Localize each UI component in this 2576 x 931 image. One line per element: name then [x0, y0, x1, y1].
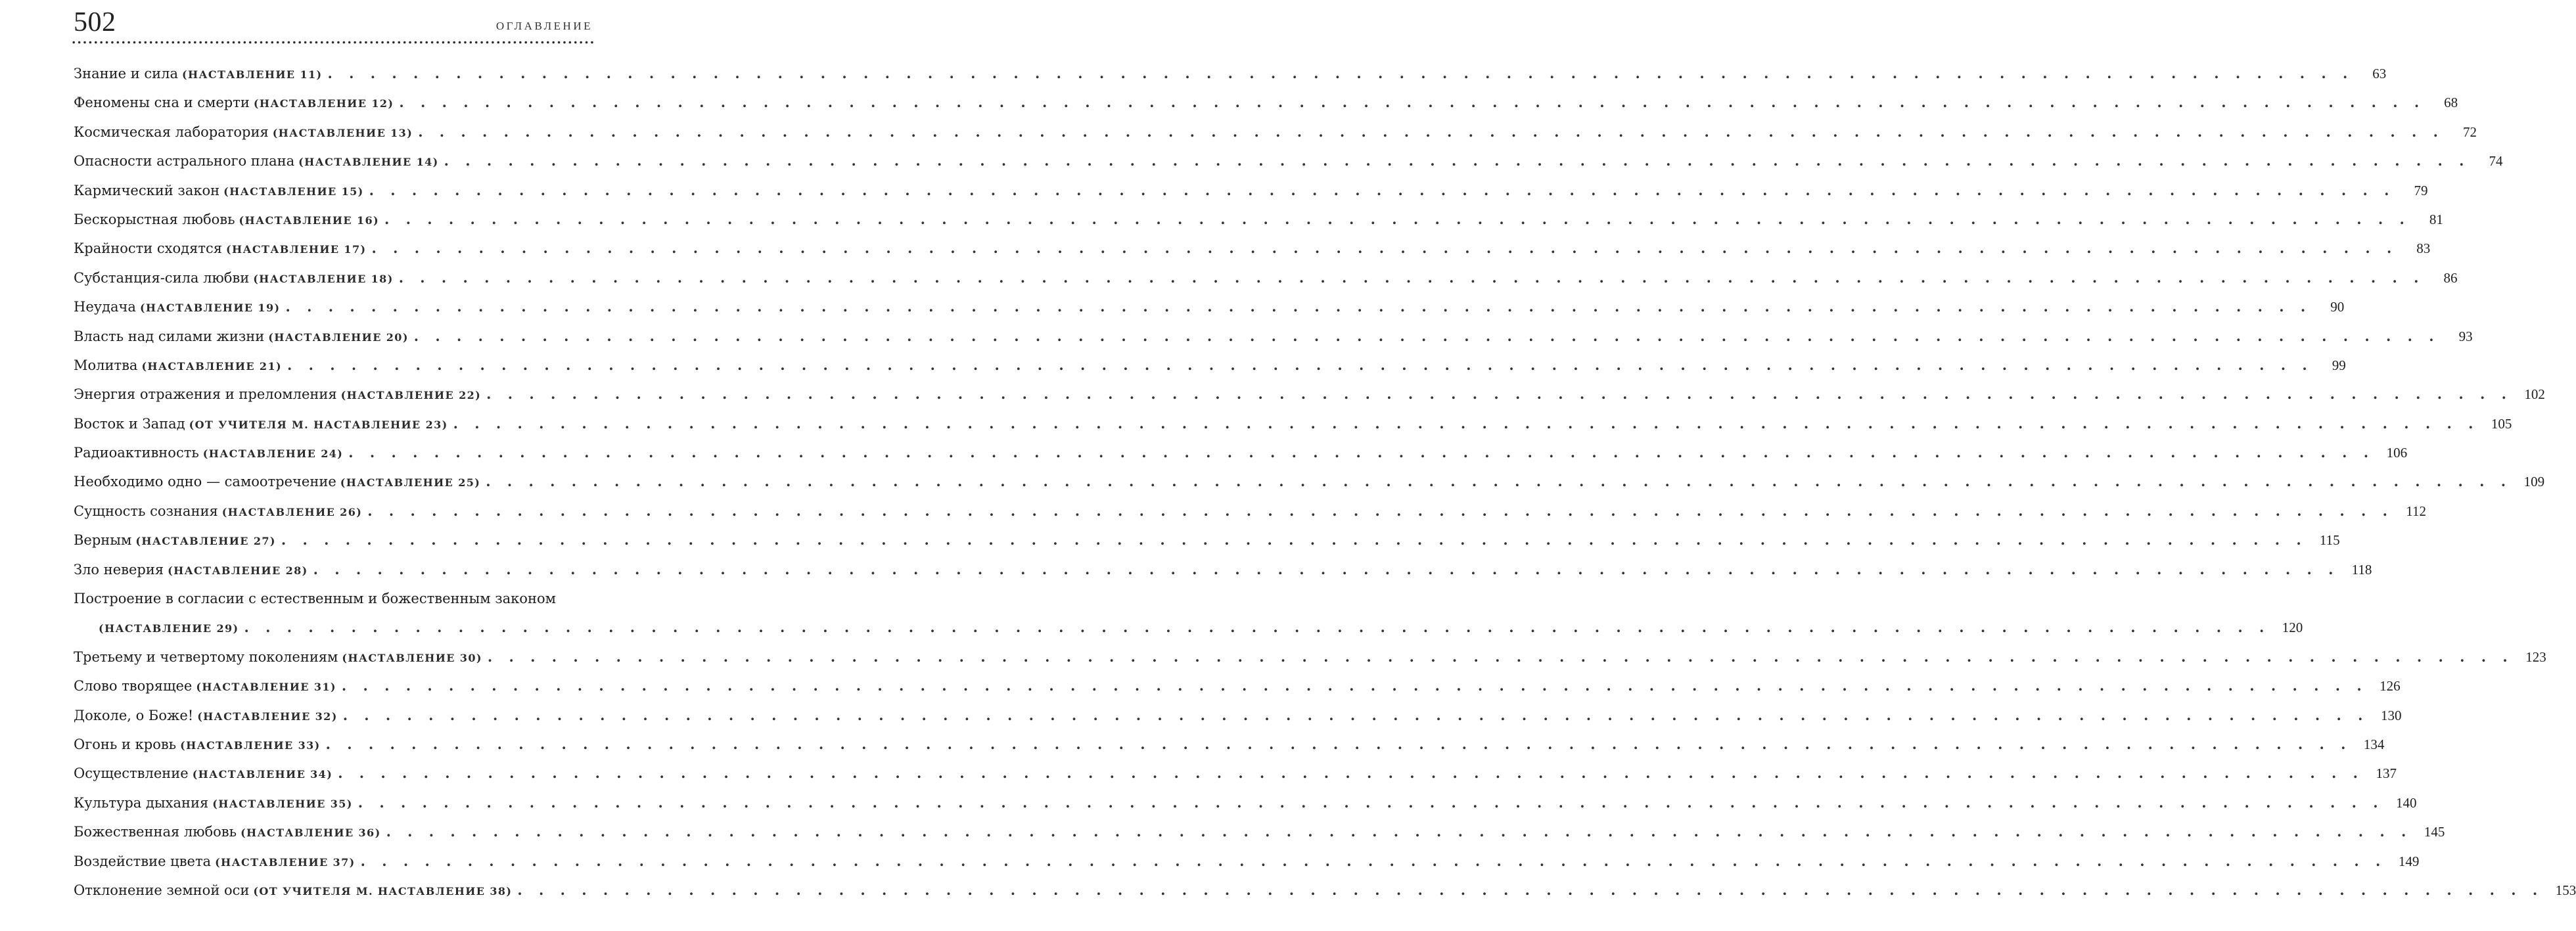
dot-leader: . . . . . . . . . . . . . . . . . . . . . . . . . . . . . . . . . . . . . . . . . . . . . . . . . . . . . . . . . . . . . . . . . . . . . . . . . . . . . . . . . . . . . . . . . . . . . . .: [517, 881, 2544, 898]
entry-note: (НАСТАВЛЕНИЕ 16): [239, 214, 380, 227]
entry-title: Космическая лаборатория: [74, 124, 269, 140]
toc-entry[interactable]: [74, 88, 2458, 117]
entry-note: (НАСТАВЛЕНИЕ 18): [253, 272, 394, 285]
dot-leader: . . . . . . . . . . . . . . . . . . . . . . . . . . . . . . . . . . . . . . . . . . . . . . . . . . . . . . . . . . . . . . . . . . . . . . . . . . . . . . . . . . . . . . . . . . . . . . .: [357, 794, 2384, 811]
entry-note: (НАСТАВЛЕНИЕ 28): [168, 564, 308, 577]
toc-entry-long-title[interactable]: Построение в согласии с естественным и божественным законом: [74, 591, 556, 607]
toc-entry[interactable]: [74, 759, 2397, 788]
entry-page: 140: [2396, 794, 2417, 811]
entry-title: Доколе, о Боже!: [74, 707, 194, 723]
toc-entry[interactable]: [74, 176, 2428, 205]
entry-page: 120: [2282, 620, 2303, 636]
toc-entry[interactable]: [74, 409, 2512, 438]
toc-entry[interactable]: [74, 788, 2417, 817]
entry-page: 123: [2525, 648, 2546, 665]
entry-page: 153: [2555, 882, 2576, 898]
entry-title: Восток и Запад: [74, 415, 185, 432]
entry-page: 134: [2363, 736, 2385, 752]
entry-page: 105: [2491, 415, 2512, 432]
toc-entry[interactable]: [74, 701, 2402, 730]
entry-note: (НАСТАВЛЕНИЕ 26): [221, 505, 363, 518]
dot-leader: . . . . . . . . . . . . . . . . . . . . . . . . . . . . . . . . . . . . . . . . . . . . . . . . . . . . . . . . . . . . . . . . . . . . . . . . . . . . . . . . . . . . . . . . . . . . . . .: [367, 502, 2393, 519]
dot-leader: . . . . . . . . . . . . . . . . . . . . . . . . . . . . . . . . . . . . . . . . . . . . . . . . . . . . . . . . . . . . . . . . . . . . . . . . . . . . . . . . . . . . . . . . . . . . . . .: [444, 152, 2470, 170]
dot-leader: . . . . . . . . . . . . . . . . . . . . . . . . . . . . . . . . . . . . . . . . . . . . . . . . . . . . . . . . . . . . . . . . . . . . . . . . . . . . . . . . . . . . . . . . . . . . . . .: [327, 65, 2354, 81]
dot-leader: . . . . . . . . . . . . . . . . . . . . . . . . . . . . . . . . . . . . . . . . . . . . . . . . . . . . . . . . . . . . . . . . . . . . . . . . . . . . . . . . . . . . . . . . . . . . . . .: [413, 327, 2440, 344]
entry-note: (НАСТАВЛЕНИЕ 14): [298, 156, 439, 169]
entry-note: (ОТ УЧИТЕЛЯ М. НАСТАВЛЕНИЕ 23): [189, 418, 448, 431]
toc-entry[interactable]: [74, 817, 2445, 846]
toc-entry[interactable]: [74, 643, 2546, 671]
toc-entry[interactable]: [74, 730, 2385, 759]
entry-page: 149: [2398, 853, 2420, 869]
entry-page: 106: [2386, 445, 2408, 461]
entry-note: (НАСТАВЛЕНИЕ 22): [340, 389, 482, 402]
entry-page: 145: [2424, 824, 2445, 840]
toc-entry-continuation[interactable]: [74, 613, 2303, 642]
entry-title: Молитва: [74, 357, 138, 373]
entry-title: Зло неверия: [74, 561, 164, 578]
entry-title: Крайности сходятся: [74, 240, 222, 257]
entry-note: (НАСТАВЛЕНИЕ 31): [196, 681, 336, 694]
dot-leader: . . . . . . . . . . . . . . . . . . . . . . . . . . . . . . . . . . . . . . . . . . . . . . . . . . . . . . . . . . . . . . . . . . . . . . . . . . . . . . . . . . . . . . . . . . . . . . .: [386, 823, 2412, 840]
entry-page: 90: [2330, 299, 2345, 315]
running-head: ОГЛАВЛЕНИЕ: [495, 20, 593, 32]
entry-page: 79: [2414, 182, 2428, 198]
entry-note: (ОТ УЧИТЕЛЯ М. НАСТАВЛЕНИЕ 38): [253, 884, 513, 897]
dot-leader: . . . . . . . . . . . . . . . . . . . . . . . . . . . . . . . . . . . . . . . . . . . . . . . . . . . . . . . . . . . . . . . . . . . . . . . . . . . . . . . . . . . . . . . . . . . . . . .: [486, 473, 2512, 490]
entry-note: (НАСТАВЛЕНИЕ 25): [340, 476, 481, 489]
entry-page: 137: [2376, 765, 2397, 782]
entry-title: Осуществление: [74, 765, 189, 782]
dot-leader: . . . . . . . . . . . . . . . . . . . . . . . . . . . . . . . . . . . . . . . . . . . . . . . . . . . . . . . . . . . . . . . . . . . . . . . . . . . . . . . . . . . . . . . . . . . . . . .: [348, 444, 2375, 461]
entry-page: 99: [2332, 357, 2346, 373]
entry-note: (НАСТАВЛЕНИЕ 11): [182, 68, 323, 81]
entry-page: 112: [2406, 503, 2426, 519]
toc-entry[interactable]: [74, 497, 2426, 526]
entry-note: (НАСТАВЛЕНИЕ 33): [180, 738, 321, 752]
entry-note: (НАСТАВЛЕНИЕ 35): [212, 797, 353, 810]
entry-note: (НАСТАВЛЕНИЕ 34): [192, 768, 333, 781]
entry-note: (НАСТАВЛЕНИЕ 24): [202, 447, 344, 461]
entry-page: 109: [2523, 474, 2545, 490]
entry-title: Бескорыстная любовь: [74, 211, 235, 227]
entry-note: (НАСТАВЛЕНИЕ 37): [215, 855, 356, 869]
dot-leader: . . . . . . . . . . . . . . . . . . . . . . . . . . . . . . . . . . . . . . . . . . . . . . . . . . . . . . . . . . . . . . . . . . . . . . . . . . . . . . . . . . . . . . . . . . . . . . .: [418, 123, 2444, 140]
dotted-rule: [71, 41, 594, 44]
dot-leader: . . . . . . . . . . . . . . . . . . . . . . . . . . . . . . . . . . . . . . . . . . . . . . . . . . . . . . . . . . . . . . . . . . . . . . . . . . . . . . . . . . . . . . . . . . . . . . .: [453, 415, 2479, 432]
dot-leader: . . . . . . . . . . . . . . . . . . . . . . . . . . . . . . . . . . . . . . . . . . . . . . . . . . . . . . . . . . . . . . . . . . . . . . . . . . . . . . . . . . . . . . . . . . . . . . .: [384, 210, 2410, 227]
entry-title: Слово творящее: [74, 678, 193, 694]
table-of-contents: [74, 59, 2576, 905]
entry-page: 72: [2462, 124, 2477, 140]
dot-leader: . . . . . . . . . . . . . . . . . . . . . . . . . . . . . . . . . . . . . . . . . . . . . . . . . . . . . . . . . . . . . . . . . . . . . . . . . . . . . . . . . . . . . . . . . . . . . . .: [313, 560, 2339, 578]
entry-note: (НАСТАВЛЕНИЕ 17): [225, 243, 367, 256]
entry-note: (НАСТАВЛЕНИЕ 20): [268, 330, 409, 344]
dot-leader: . . . . . . . . . . . . . . . . . . . . . . . . . . . . . . . . . . . . . . . . . . . . . . . . . . . . . . . . . . . . . . . . . . . . . . . . . . . . . . . . . . . . . . . . . . . . . . .: [399, 94, 2426, 111]
entry-note: (НАСТАВЛЕНИЕ 21): [141, 359, 282, 373]
entry-page: 74: [2489, 153, 2503, 170]
dot-leader: . . . . . . . . . . . . . . . . . . . . . . . . . . . . . . . . . . . . . . . . . . . . . . . . . . . . . . . . . . . . . . . . . . . . . . . . . . . . . . . . . . . . . . . . . . . . . . .: [325, 735, 2352, 752]
page-number: 502: [74, 7, 116, 37]
entry-title: Третьему и четвертому поколениям: [74, 648, 338, 665]
toc-entry[interactable]: [74, 147, 2503, 175]
entry-title: Радиоактивность: [74, 445, 199, 461]
entry-note: (НАСТАВЛЕНИЕ 29): [99, 622, 239, 635]
entry-page: 83: [2416, 240, 2431, 257]
entry-page: 130: [2380, 707, 2402, 723]
toc-entry[interactable]: [74, 438, 2408, 467]
entry-title: Отклонение земной оси: [74, 882, 250, 898]
entry-title: Опасности астрального плана: [74, 153, 295, 170]
entry-title: Феномены сна и смерти: [74, 95, 250, 111]
entry-note: (НАСТАВЛЕНИЕ 30): [342, 651, 482, 664]
toc-entry[interactable]: [74, 292, 2345, 321]
toc-entry[interactable]: [74, 351, 2346, 380]
entry-note: (НАСТАВЛЕНИЕ 36): [241, 827, 381, 840]
toc-entry[interactable]: [74, 380, 2545, 409]
toc-entry[interactable]: [74, 263, 2458, 292]
entry-note: (НАСТАВЛЕНИЕ 32): [197, 710, 338, 723]
entry-title: Знание и сила: [74, 66, 178, 81]
entry-title: Субстанция-сила любви: [74, 269, 250, 286]
entry-title: Власть над силами жизни: [74, 328, 265, 344]
dot-leader: . . . . . . . . . . . . . . . . . . . . . . . . . . . . . . . . . . . . . . . . . . . . . . . . . . . . . . . . . . . . . . . . . . . . . . . . . . . . . . . . . . . . . . . . . . . . . . .: [486, 386, 2512, 403]
entry-page: 126: [2380, 678, 2401, 694]
dot-leader: . . . . . . . . . . . . . . . . . . . . . . . . . . . . . . . . . . . . . . . . . . . . . . . . . . . . . . . . . . . . . . . . . . . . . . . . . . . . . . . . . . . . . . . . . . . . . . .: [342, 706, 2369, 723]
entry-title: Божественная любовь: [74, 824, 237, 840]
toc-entry[interactable]: [74, 205, 2443, 234]
entry-note: (НАСТАВЛЕНИЕ 13): [272, 126, 413, 139]
toc-entry[interactable]: [74, 671, 2401, 700]
entry-title: Огонь и кровь: [74, 736, 177, 752]
dot-leader: . . . . . . . . . . . . . . . . . . . . . . . . . . . . . . . . . . . . . . . . . . . . . . . . . . . . . . . . . . . . . . . . . . . . . . . . . . . . . . . . . . . . . . . . . . . . . . .: [285, 298, 2312, 315]
entry-page: 81: [2429, 211, 2443, 227]
toc-entry[interactable]: [74, 467, 2545, 496]
toc-entry[interactable]: [74, 322, 2473, 351]
entry-title: Культура дыхания: [74, 794, 209, 811]
entry-title: Энергия отражения и преломления: [74, 386, 337, 403]
entry-page: 86: [2443, 269, 2458, 286]
toc-entry[interactable]: [74, 234, 2431, 263]
dot-leader: . . . . . . . . . . . . . . . . . . . . . . . . . . . . . . . . . . . . . . . . . . . . . . . . . . . . . . . . . . . . . . . . . . . . . . . . . . . . . . . . . . . . . . . . . . . . . . .: [360, 852, 2387, 869]
entry-note: (НАСТАВЛЕНИЕ 19): [139, 302, 281, 315]
entry-title: Необходимо одно — самоотречение: [74, 474, 336, 490]
dot-leader: . . . . . . . . . . . . . . . . . . . . . . . . . . . . . . . . . . . . . . . . . . . . . . . . . . . . . . . . . . . . . . . . . . . . . . . . . . . . . . . . . . . . . . . . . . . . . . .: [369, 181, 2395, 198]
entry-note: (НАСТАВЛЕНИЕ 27): [135, 535, 276, 548]
toc-entry[interactable]: [74, 555, 2372, 584]
toc-entry[interactable]: [74, 847, 2420, 876]
dot-leader: . . . . . . . . . . . . . . . . . . . . . . . . . . . . . . . . . . . . . . . . . . . . . . . . . . . . . . . . . . . . . . . . . . . . . . . . . . . . . . . . . . . . . . . . . . . . . . .: [341, 677, 2368, 694]
entry-note: (НАСТАВЛЕНИЕ 12): [253, 97, 394, 110]
entry-title: Верным: [74, 532, 132, 549]
entry-page: 115: [2319, 532, 2340, 549]
dot-leader: . . . . . . . . . . . . . . . . . . . . . . . . . . . . . . . . . . . . . . . . . . . . . . . . . . . . . . . . . . . . . . . . . . . . . . . . . . . . . . . . . . . . . . . . . . . . . . .: [398, 269, 2425, 286]
entry-note: (НАСТАВЛЕНИЕ 15): [223, 185, 364, 198]
entry-page: 118: [2351, 561, 2372, 578]
dot-leader: . . . . . . . . . . . . . . . . . . . . . . . . . . . . . . . . . . . . . . . . . . . . . . . . . . . . . . . . . . . . . . . . . . . . . . . . . . . . . . . . . . . . . . . . . . . . . . .: [371, 240, 2398, 257]
toc-entry[interactable]: [74, 526, 2340, 555]
dot-leader: . . . . . . . . . . . . . . . . . . . . . . . . . . . . . . . . . . . . . . . . . . . . . . . . . . . . . . . . . . . . . . . . . . . . . . . . . . . . . . . . . . . . . . . . . . . . . . .: [338, 765, 2364, 782]
entry-title: Сущность сознания: [74, 503, 218, 519]
entry-page: 102: [2524, 386, 2545, 403]
entry-title: Воздействие цвета: [74, 853, 212, 869]
toc-entry[interactable]: [74, 118, 2477, 147]
dot-leader: . . . . . . . . . . . . . . . . . . . . . . . . . . . . . . . . . . . . . . . . . . . . . . . . . . . . . . . . . . . . . . . . . . . . . . . . . . . . . . . . . . . . . . . . . . . . . . .: [487, 648, 2514, 665]
dot-leader: . . . . . . . . . . . . . . . . . . . . . . . . . . . . . . . . . . . . . . . . . . . . . . . . . . . . . . . . . . . . . . . . . . . . . . . . . . . . . . . . . . . . . . . . . . . . . . .: [281, 532, 2307, 549]
toc-entry[interactable]: [74, 59, 2387, 88]
dot-leader: . . . . . . . . . . . . . . . . . . . . . . . . . . . . . . . . . . . . . . . . . . . . . . . . . . . . . . . . . . . . . . . . . . . . . . . . . . . . . . . . . . . . . . . . . . . . . . .: [287, 356, 2313, 373]
dot-leader: . . . . . . . . . . . . . . . . . . . . . . . . . . . . . . . . . . . . . . . . . . . . . . . . . . . . . . . . . . . . . . . . . . . . . . . . . . . . . . . . . . . . . . . . . . . . . . .: [244, 619, 2270, 636]
entry-page: 68: [2444, 95, 2458, 111]
entry-page: 93: [2458, 328, 2473, 344]
toc-entry[interactable]: [74, 876, 2576, 905]
entry-title: Кармический закон: [74, 182, 220, 198]
entry-title: Неудача: [74, 299, 136, 315]
entry-page: 63: [2372, 66, 2387, 81]
